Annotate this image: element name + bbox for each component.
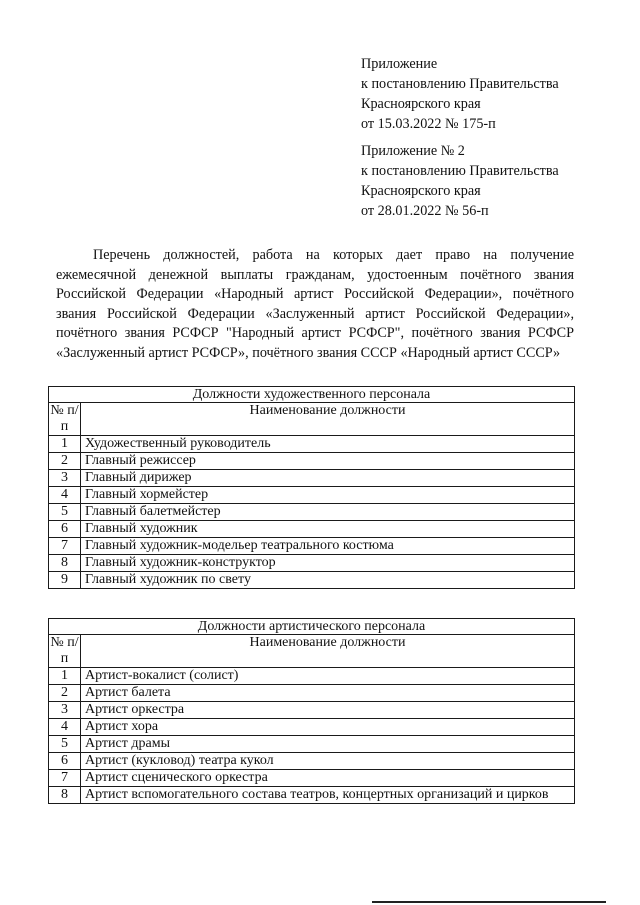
row-number: 7 (49, 538, 81, 555)
table-caption-row (49, 387, 575, 403)
annex-header-original (361, 141, 559, 221)
position-name: Артист сценического оркестра (81, 770, 575, 787)
document-intro-paragraph: Перечень должностей, работа на которых дает право на получение ежемесячной денежной выплаты гражданам, удостоенным почётного звания Российской Федерации «Народный артист Российской Федерации», почётного звания Российской Федерации «Заслуженный артист Российской Федерации», почётного звания РСФСР "Народный артист РСФСР", почётного звания РСФСР «Заслуженный артист РСФСР», почётного звания СССР «Народный артист СССР» (56, 247, 574, 361)
table-row (49, 572, 575, 589)
table-row (49, 453, 575, 470)
position-name: Главный дирижер (81, 470, 575, 487)
row-number: 3 (49, 702, 81, 719)
row-number: 8 (49, 787, 81, 804)
artistic-staff-table (48, 618, 575, 804)
position-name: Артист драмы (81, 736, 575, 753)
table-caption: Должности художественного персонала (49, 387, 575, 403)
column-header-name: Наименование должности (81, 635, 575, 668)
position-name: Артист оркестра (81, 702, 575, 719)
table-row (49, 719, 575, 736)
row-number: 6 (49, 753, 81, 770)
table-row (49, 787, 575, 804)
table-row (49, 736, 575, 753)
position-name: Главный режиссер (81, 453, 575, 470)
annex-line: Приложение № 2 (361, 143, 465, 159)
annex-line: Красноярского края (361, 96, 481, 112)
annex-header-current (361, 54, 559, 134)
position-name: Главный художник-конструктор (81, 555, 575, 572)
table-row (49, 668, 575, 685)
page-bottom-rule (372, 901, 606, 903)
table-row (49, 555, 575, 572)
annex-line: к постановлению Правительства (361, 76, 559, 92)
table-caption-row (49, 619, 575, 635)
row-number: 5 (49, 736, 81, 753)
art-staff-table (48, 386, 575, 589)
annex-line: от 15.03.2022 № 175-п (361, 116, 496, 132)
column-header-name: Наименование должности (81, 403, 575, 436)
annex-line: Приложение (361, 56, 438, 72)
table-row (49, 770, 575, 787)
row-number: 9 (49, 572, 81, 589)
table-row (49, 436, 575, 453)
position-name: Артист-вокалист (солист) (81, 668, 575, 685)
row-number: 2 (49, 453, 81, 470)
table-row (49, 753, 575, 770)
row-number: 7 (49, 770, 81, 787)
row-number: 1 (49, 668, 81, 685)
position-name: Художественный руководитель (81, 436, 575, 453)
table-row (49, 702, 575, 719)
table-row (49, 487, 575, 504)
table-caption: Должности артистического персонала (49, 619, 575, 635)
row-number: 3 (49, 470, 81, 487)
annex-line: Красноярского края (361, 183, 481, 199)
row-number: 4 (49, 719, 81, 736)
table-header-row (49, 635, 575, 668)
position-name: Главный художник (81, 521, 575, 538)
annex-line: от 28.01.2022 № 56-п (361, 203, 489, 219)
position-name: Главный художник-модельер театрального костюма (81, 538, 575, 555)
position-name: Главный художник по свету (81, 572, 575, 589)
row-number: 1 (49, 436, 81, 453)
row-number: 8 (49, 555, 81, 572)
table-row (49, 538, 575, 555)
position-name: Артист (кукловод) театра кукол (81, 753, 575, 770)
table-row (49, 504, 575, 521)
position-name: Артист балета (81, 685, 575, 702)
position-name: Главный балетмейстер (81, 504, 575, 521)
column-header-number: № п/п (50, 635, 79, 666)
row-number: 5 (49, 504, 81, 521)
table-row (49, 685, 575, 702)
row-number: 4 (49, 487, 81, 504)
row-number: 6 (49, 521, 81, 538)
row-number: 2 (49, 685, 81, 702)
column-header-number: № п/п (50, 403, 79, 434)
table-header-row (49, 403, 575, 436)
position-name: Артист вспомогательного состава театров, концертных организаций и цирков (81, 787, 575, 804)
annex-line: к постановлению Правительства (361, 163, 559, 179)
position-name: Главный хормейстер (81, 487, 575, 504)
table-row (49, 470, 575, 487)
position-name: Артист хора (81, 719, 575, 736)
table-row (49, 521, 575, 538)
